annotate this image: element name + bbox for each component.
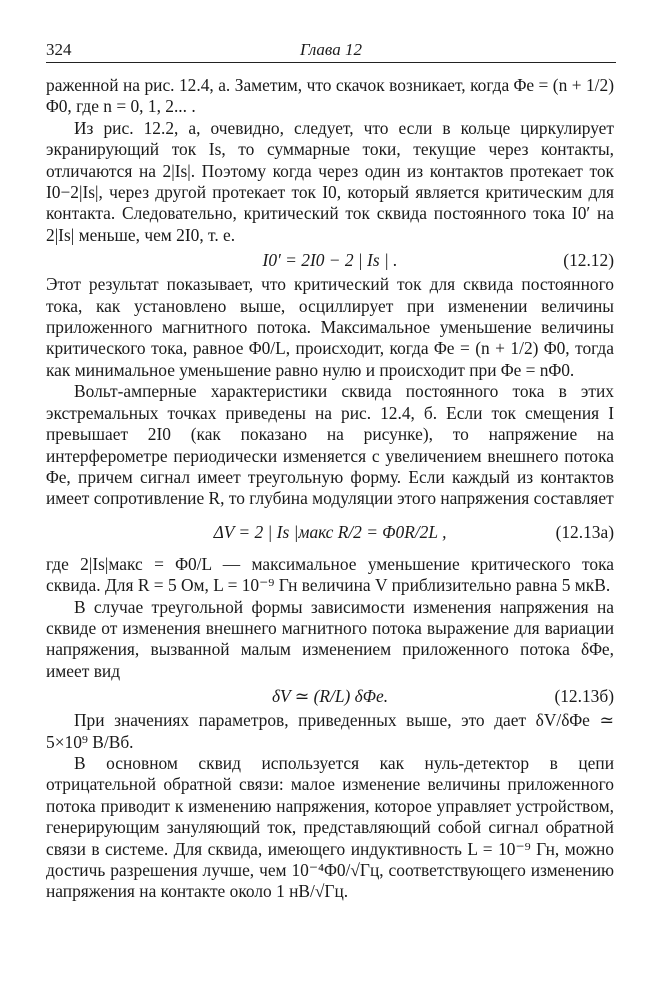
paragraph: При значениях параметров, приведенных выше, это дает δV/δΦe ≃ 5×10⁹ В/Вб. [46, 710, 614, 752]
equation-formula: δV ≃ (R/L) δΦe. [271, 686, 389, 707]
paragraph: Из рис. 12.2, а, очевидно, следует, что если в кольце циркулирует экранирующий ток Is, то суммарные токи, текущие через контакты, отличаются на 2|Is|. Поэтому когда через один из контактов протекает ток I0−2|Is|, через другой протекает ток I0, который является критическим для контакта. Следовательно, критический ток сквида постоянного тока I0′ на 2|Is| меньше, чем 2I0, т. е. [46, 117, 614, 245]
paragraph: В случае треугольной формы зависимости изменения напряжения на сквиде от изменения внешнего магнитного потока выражение для вариации напряжения, вызванной малым изменением приложенного потока δΦe, имеет вид [46, 596, 614, 681]
equation-number: (12.13а) [555, 521, 614, 542]
equation-formula: ΔV = 2 | Is |макс R/2 = Φ0R/2L , [213, 521, 447, 542]
equation-formula: I0′ = 2I0 − 2 | Is | . [262, 250, 398, 271]
page-body [46, 75, 614, 903]
paragraph: Этот результат показывает, что критический ток для сквида постоянного тока, как установлено выше, осциллирует при изменении величины приложенного магнитного потока. Максимальное уменьшение величины критического тока, равное Φ0/L, происходит, когда Φe = (n + 1/2) Φ0, тогда как минимальное уменьшение равно нулю и происходит при Φe = nΦ0. [46, 274, 614, 380]
equation-12-13b [46, 682, 614, 710]
equation-12-13a [46, 510, 614, 554]
equation-number: (12.13б) [554, 686, 614, 707]
paragraph: Вольт-амперные характеристики сквида постоянного тока в этих экстремальных точках приведены на рис. 12.4, б. Если ток смещения I превышает 2I0 (как показано на рисунке), то напряжение на интерферометре периодически изменяется с увеличением внешнего потока Φe, причем сигнал имеет треугольную форму. Если каждый из контактов имеет сопротивление R, то глубина модуляции этого напряжения составляет [46, 381, 614, 509]
paragraph: где 2|Is|макс = Φ0/L — максимальное уменьшение критического тока сквида. Для R = 5 Ом, L = 10⁻⁹ Гн величина V приблизительно равна 5 мкВ. [46, 553, 614, 596]
paragraph: В основном сквид используется как нуль-детектор в цепи отрицательной обратной связи: малое изменение величины приложенного потока приводит к изменению напряжения, которое управляет устройством, генерирующим зануляющий ток, представляющий собой сигнал обратной связи в системе. Для сквида, имеющего индуктивность L = 10⁻⁹ Гн, можно достичь разрешения лучше, чем 10⁻⁴Φ0/√Гц, соответствующего изменению напряжения на контакте около 1 нВ/√Гц. [46, 752, 614, 902]
equation-number: (12.12) [563, 250, 614, 271]
page-number: 324 [46, 40, 72, 59]
equation-12-12 [46, 246, 614, 274]
page-header [46, 40, 616, 63]
running-title: Глава 12 [300, 40, 362, 59]
paragraph: раженной на рис. 12.4, а. Заметим, что скачок возникает, когда Φe = (n + 1/2) Φ0, где n = 0, 1, 2... . [46, 75, 614, 117]
